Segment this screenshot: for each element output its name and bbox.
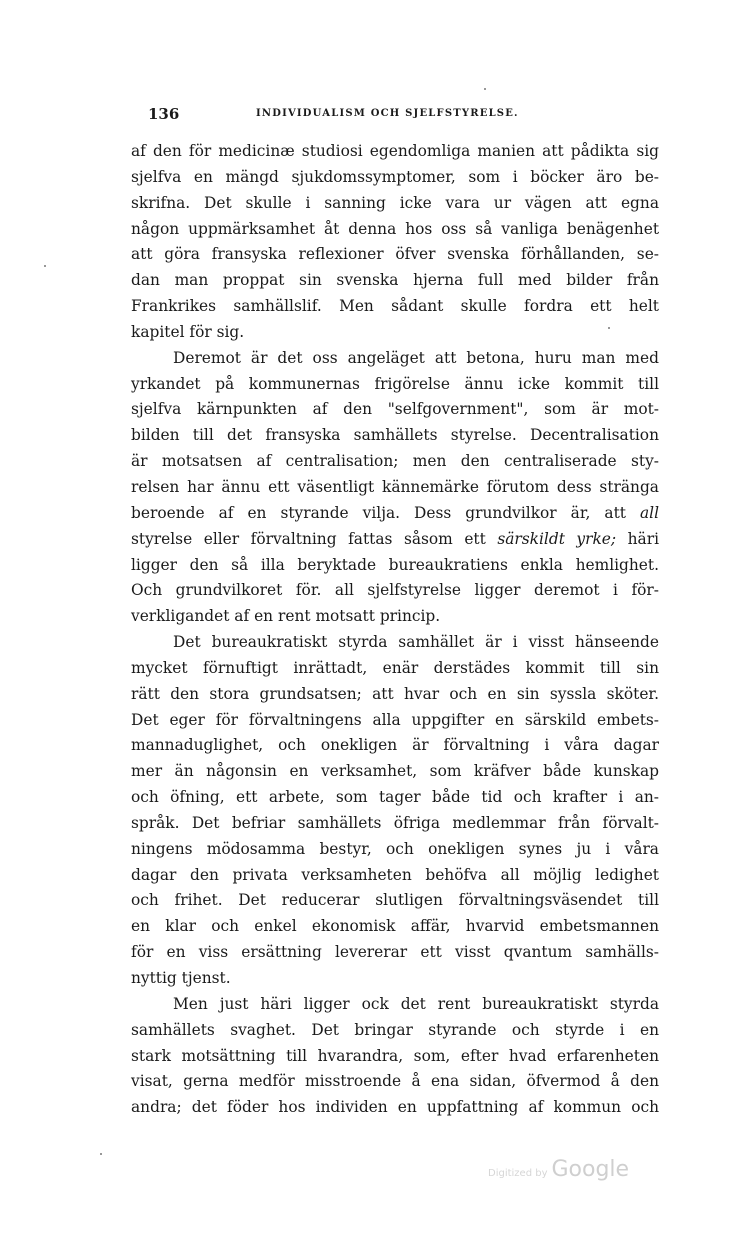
print-speck <box>44 265 46 267</box>
text-line: kapitel för sig. <box>131 322 245 341</box>
text-line: en klar och enkel ekonomisk affär, hvarvid embetsmannen <box>131 917 659 936</box>
text-line: mannaduglighet, och onekligen är förvaltning i våra dagar <box>131 736 659 755</box>
text-line: Men just häri ligger ock det rent bureaukratiskt styrda <box>173 994 659 1013</box>
text-line: är motsatsen af centralisation; men den centraliserade sty- <box>131 452 659 471</box>
page-number: 136 <box>148 105 180 123</box>
text-line: beroende af en styrande vilja. Dess grundvilkor är, att all <box>131 503 659 522</box>
text-line: skrifna. Det skulle i sanning icke vara ur vägen att egna <box>131 193 659 212</box>
text-line: af den för medicinæ studiosi egendomliga manien att pådikta sig <box>131 142 659 160</box>
text-line: och öfning, ett arbete, som tager både tid och krafter i an- <box>131 788 659 807</box>
print-speck <box>484 88 486 90</box>
text-line: språk. Det befriar samhällets öfriga medlemmar från förvalt- <box>131 813 659 832</box>
text-line: stark motsättning till hvarandra, som, efter hvad erfarenheten <box>131 1046 659 1065</box>
text-line: nyttig tjenst. <box>131 969 231 987</box>
text-line: verkligandet af en rent motsatt princip. <box>131 607 441 626</box>
text-line: samhällets svaghet. Det bringar styrande och styrde i en <box>131 1020 659 1039</box>
text-line: bilden till det fransyska samhällets styrelse. Decentralisation <box>131 426 659 445</box>
text-line: Deremot är det oss angeläget att betona, huru man med <box>173 348 659 367</box>
text-line: mer än någonsin en verksamhet, som kräfver både kunskap <box>131 762 659 781</box>
text-line: ligger den så illa beryktade bureaukratiens enkla hemlighet. <box>131 555 659 574</box>
watermark-prefix: Digitized by <box>488 1168 548 1179</box>
google-logo: Google <box>551 1157 630 1182</box>
text-line: Det bureaukratiskt styrda samhället är i visst hänseende <box>173 633 659 652</box>
text-line: mycket förnuftigt inrättadt, enär derstädes kommit till sin <box>131 658 659 677</box>
running-head <box>148 105 676 125</box>
text-line: andra; det föder hos individen en uppfattning af kommun och <box>131 1098 659 1117</box>
text-line: ningens mödosamma bestyr, och onekligen synes ju i våra <box>131 839 659 858</box>
text-line: rätt den stora grundsatsen; att hvar och en sin syssla sköter. <box>131 684 659 703</box>
text-line: Frankrikes samhällslif. Men sådant skulle fordra ett helt <box>131 297 659 316</box>
text-line: Och grundvilkoret för. all sjelfstyrelse ligger deremot i för- <box>131 581 659 600</box>
text-line: relsen har ännu ett väsentligt kännemärke förutom dess stränga <box>131 477 659 496</box>
text-line: dan man proppat sin svenska hjerna full med bilder från <box>131 271 659 290</box>
text-line: Det eger för förvaltningens alla uppgifter en särskild embets- <box>131 710 659 729</box>
text-line: sjelfva en mängd sjukdomssymptomer, som i böcker äro be- <box>131 167 659 186</box>
text-line: styrelse eller förvaltning fattas såsom ett särskildt yrke; häri <box>131 529 659 548</box>
text-line: att göra fransyska reflexioner öfver svenska förhållanden, se- <box>131 245 659 264</box>
text-line: någon uppmärksamhet åt denna hos oss så vanliga benägenhet <box>131 219 659 238</box>
running-title: INDIVIDUALISM OCH SJELFSTYRELSE. <box>256 108 519 119</box>
text-line: för en viss ersättning levererar ett visst qvantum samhälls- <box>131 943 659 962</box>
text-line: dagar den privata verksamheten behöfva all möjlig ledighet <box>131 865 659 884</box>
text-line: visat, gerna medför misstroende å ena sidan, öfvermod å den <box>131 1072 659 1091</box>
digitized-watermark <box>488 1157 629 1182</box>
text-line: och frihet. Det reducerar slutligen förvaltningsväsendet till <box>131 891 659 910</box>
body-text <box>131 139 659 1121</box>
text-line: sjelfva kärnpunkten af den "selfgovernment", som är mot- <box>131 400 659 419</box>
print-speck <box>608 327 610 329</box>
text-line: yrkandet på kommunernas frigörelse ännu icke kommit till <box>131 374 659 393</box>
print-speck <box>100 1153 102 1155</box>
